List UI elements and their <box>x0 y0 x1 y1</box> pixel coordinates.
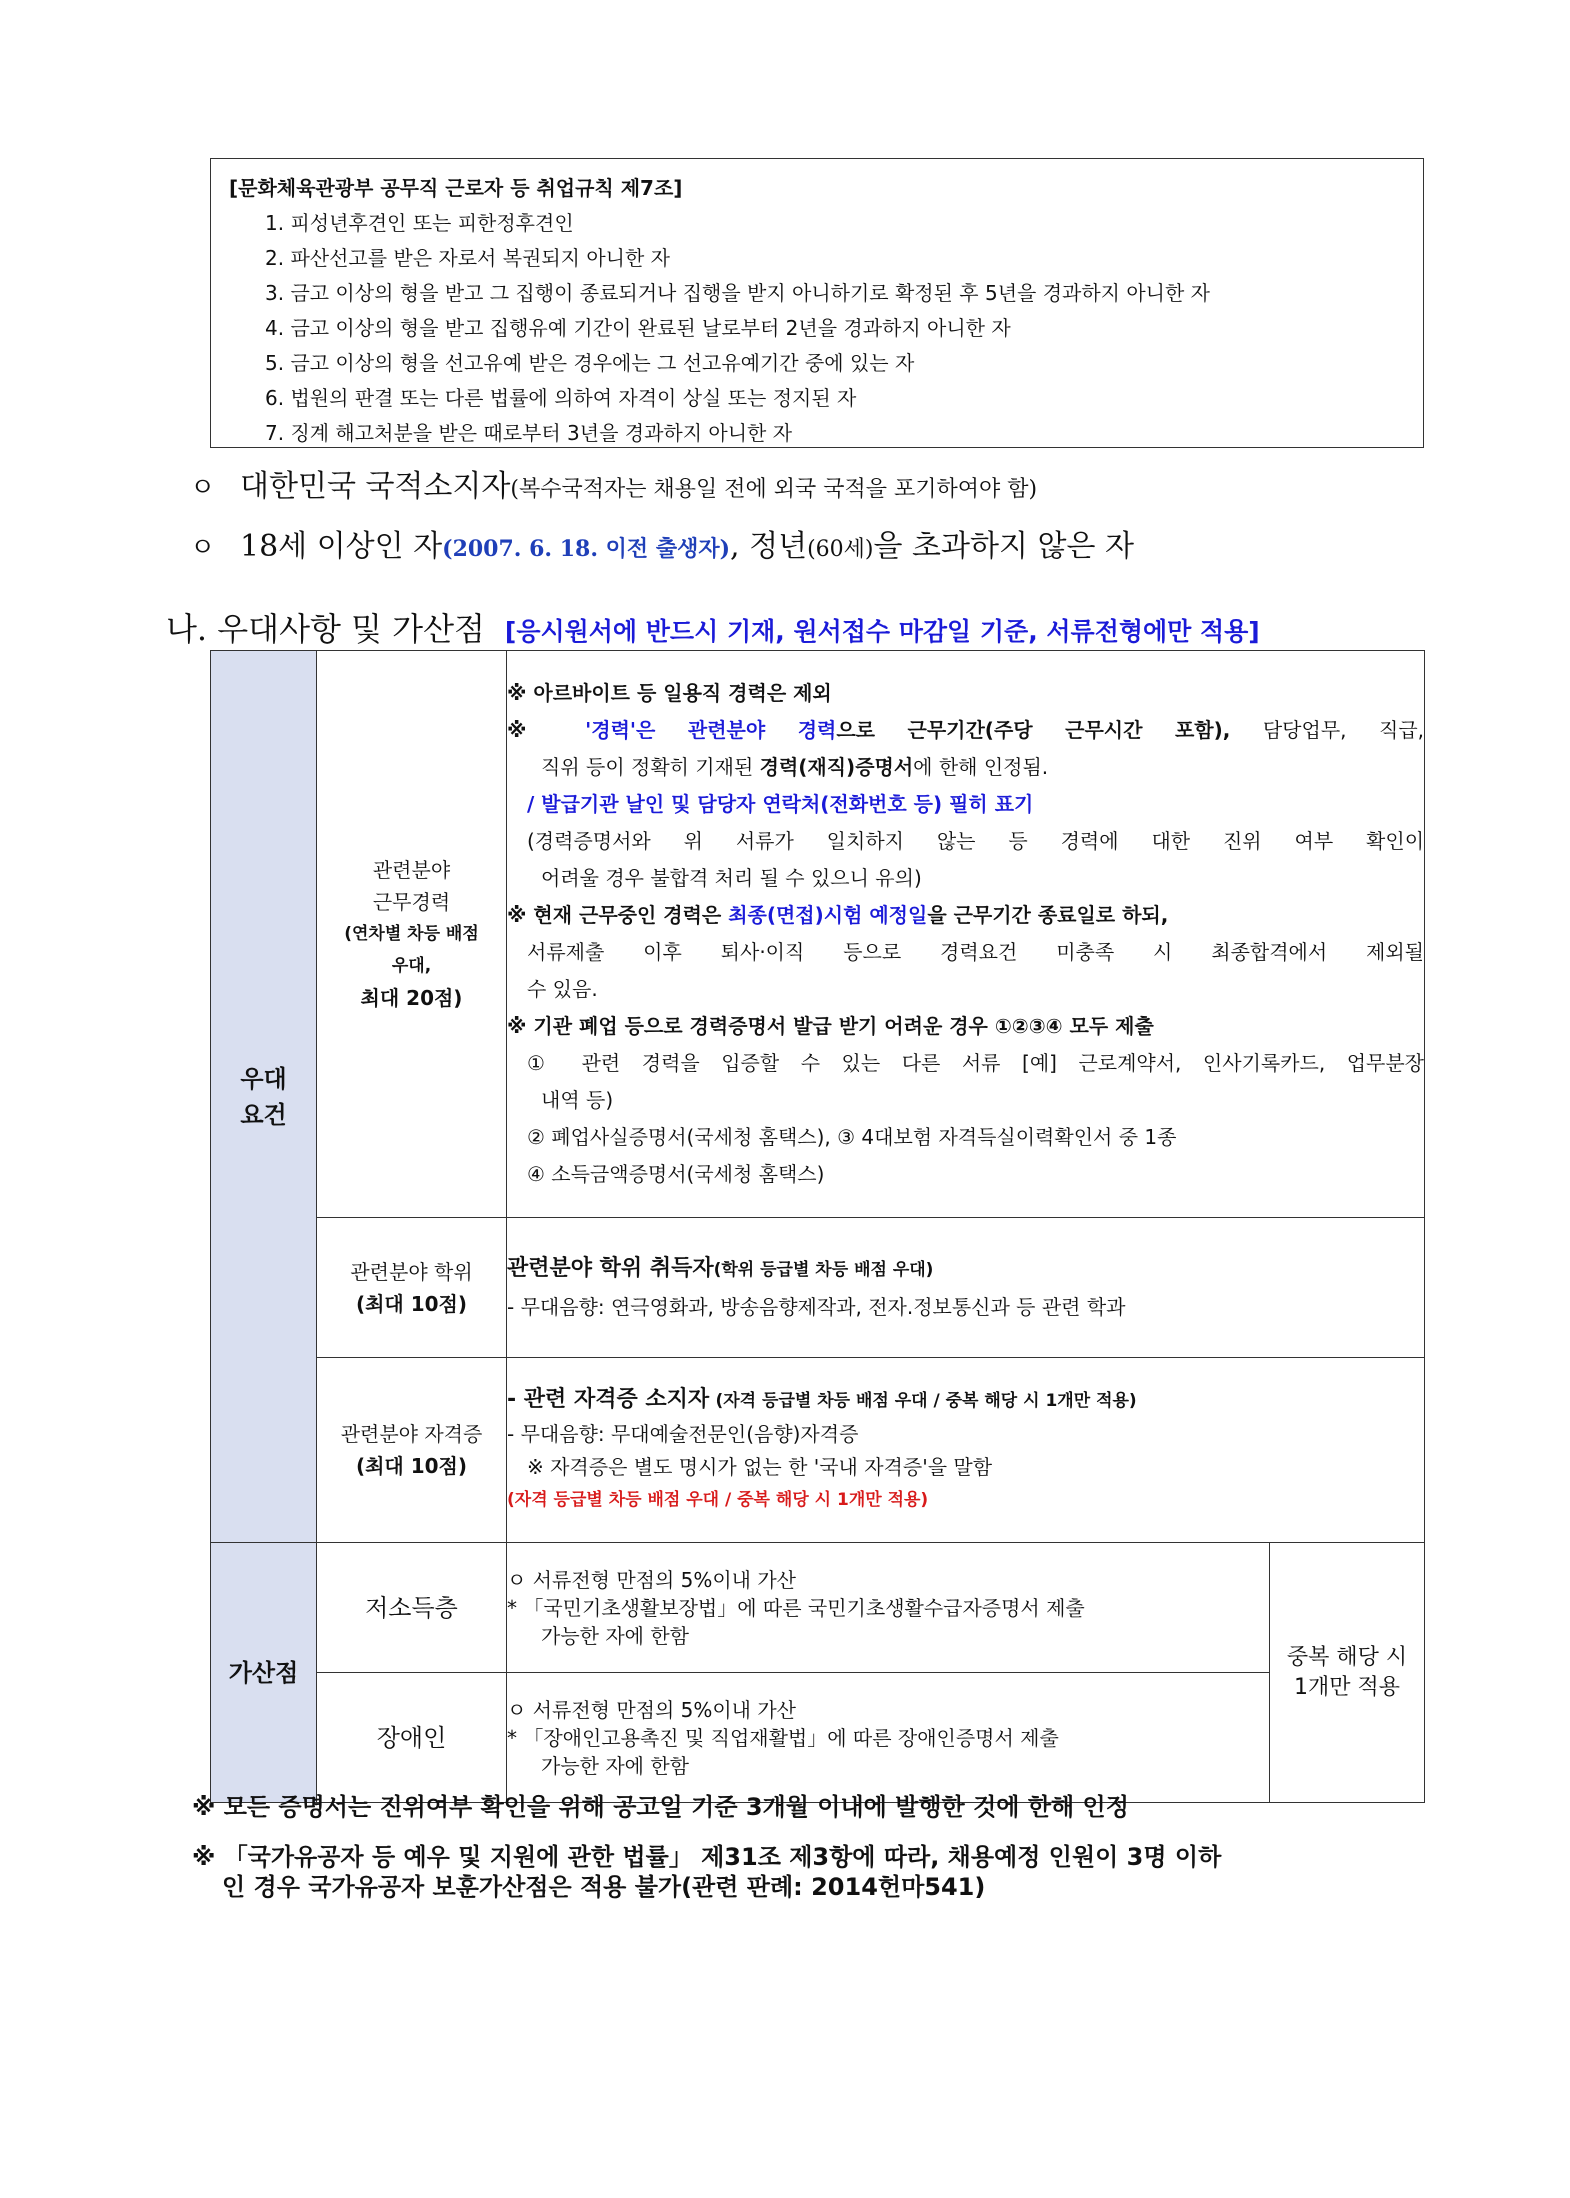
career-line: 내역 등) <box>541 1088 614 1112</box>
career-frag: 관련분야 <box>687 718 766 742</box>
preference-category-line: 우대 <box>240 1064 287 1093</box>
license-content-cell <box>507 1358 1425 1543</box>
career-line: ④ 소득금액증명서(국세청 홈택스) <box>527 1162 825 1186</box>
low-income-line: 가능한 자에 한함 <box>541 1623 689 1648</box>
career-frag: 직급, <box>1379 718 1425 742</box>
footer-note-line: ※ 「국가유공자 등 예우 및 지원에 관한 법률」 제31조 제3항에 따라, 채용예정 인원이 3명 이하 <box>192 1843 1222 1871</box>
rule-item: 5. 금고 이상의 형을 선고유예 받은 경우에는 그 선고유예기간 중에 있는 자 <box>265 351 915 375</box>
license-line: (자격 등급별 차등 배점 우대 / 중복 해당 시 1개만 적용) <box>507 1490 929 1510</box>
rule-item: 3. 금고 이상의 형을 받고 그 집행이 종료되거나 집행을 받지 아니하기로 확정된 후 5년을 경과하지 아니한 자 <box>265 281 1210 305</box>
career-frag: 경력 <box>797 718 837 742</box>
low-income-line: * 「국민기초생활보장법」에 따른 국민기초생활수급자증명서 제출 <box>507 1595 1085 1620</box>
degree-frag: (학위 등급별 차등 배점 우대) <box>713 1259 934 1280</box>
nationality-main: 대한민국 국적소지자 <box>240 469 511 504</box>
career-frag: 으로 <box>836 718 875 742</box>
degree-content-cell <box>507 1218 1425 1358</box>
rule-item: 6. 법원의 판결 또는 다른 법률에 의하여 자격이 상실 또는 정지된 자 <box>265 386 857 410</box>
disabled-line: * 「장애인고용촉진 및 직업재활법」에 따른 장애인증명서 제출 <box>507 1725 1059 1750</box>
career-frag: '경력'은 <box>585 718 656 742</box>
duplicate-rule-line: 1개만 적용 <box>1294 1674 1400 1700</box>
career-content-cell <box>507 651 1425 1218</box>
age-retire-note: (60세) <box>807 537 874 562</box>
career-max-points: 최대 20점) <box>360 986 463 1010</box>
license-line: - 무대음향: 무대예술전문인(음향)자격증 <box>507 1422 859 1446</box>
footer-note-veterans <box>192 1842 1221 1902</box>
footer-note-line: 인 경우 국가유공자 보훈가산점은 적용 불가(관련 판례: 2014헌마541) <box>222 1873 986 1901</box>
nationality-requirement <box>190 461 1037 505</box>
nationality-note: (복수국적자는 채용일 전에 외국 국적을 포기하여야 함) <box>510 477 1038 502</box>
preference-category-cell <box>211 651 317 1543</box>
career-line: ※ 아르바이트 등 일용직 경력은 제외 <box>507 681 832 705</box>
section-heading <box>166 604 1260 650</box>
age-comma: , <box>730 529 740 564</box>
career-line: (경력증명서와 위 서류가 일치하지 않는 등 경력에 대한 진위 여부 확인이 <box>527 829 1425 853</box>
career-line <box>507 897 1424 934</box>
disabled-content-cell <box>507 1673 1270 1803</box>
disabled-line: ㅇ 서류전형 만점의 5%이내 가산 <box>507 1697 796 1722</box>
career-line <box>507 749 1424 786</box>
career-frag: 근무시간 <box>1065 718 1143 742</box>
age-end: 을 초과하지 않은 자 <box>873 529 1134 564</box>
preference-category-line: 요건 <box>240 1100 287 1129</box>
career-frag: 근무기간(주당 <box>907 718 1033 742</box>
section-title: 나. 우대사항 및 가산점 <box>166 610 485 648</box>
career-line: 수 있음. <box>527 977 598 1001</box>
license-max-points: (최대 10점) <box>355 1454 468 1478</box>
career-frag: 경력(재직)증명서 <box>759 755 914 779</box>
license-frag: - 관련 자격증 소지자 <box>507 1387 710 1412</box>
bullet-marker: ㅇ <box>190 533 216 563</box>
degree-frag: 관련분야 학위 취득자 <box>507 1255 714 1281</box>
license-frag: (자격 등급별 차등 배점 우대 / 중복 해당 시 1개만 적용) <box>715 1391 1137 1411</box>
career-frag: 에 한해 인정됨. <box>913 755 1049 779</box>
career-row <box>211 651 1425 1218</box>
career-frag: 직위 등이 정확히 기재된 <box>541 755 760 779</box>
career-line: 어려울 경우 불합격 처리 될 수 있으니 유의) <box>541 866 922 890</box>
degree-max-points: (최대 10점) <box>355 1291 468 1316</box>
degree-line: - 무대음향: 연극영화과, 방송음향제작과, 전자.정보통신과 등 관련 학과 <box>507 1294 1126 1319</box>
rule-item: 2. 파산선고를 받은 자로서 복권되지 아니한 자 <box>265 246 670 270</box>
duplicate-rule-cell <box>1270 1543 1425 1803</box>
employment-rule-box <box>210 158 1424 448</box>
low-income-content-cell <box>507 1543 1270 1673</box>
career-sub-line: (연차별 차등 배점 <box>344 924 479 944</box>
age-birth-date: (2007. 6. 18. 이전 출생자) <box>442 536 731 562</box>
career-sub-line: 우대, <box>391 956 432 976</box>
career-line: ※ 기관 폐업 등으로 경력증명서 발급 받기 어려운 경우 ①②③④ 모두 제출 <box>507 1014 1154 1038</box>
low-income-label: 저소득층 <box>317 1543 507 1673</box>
age-requirement <box>190 521 1134 565</box>
license-label: 관련분야 자격증 <box>340 1422 483 1446</box>
rule-item: 1. 피성년후견인 또는 피한정후견인 <box>265 211 574 235</box>
degree-row <box>211 1218 1425 1358</box>
career-line: ① 관련 경력을 입증할 수 있는 다른 서류 [예] 근로계약서, 인사기록카드, 업무분장 <box>527 1051 1425 1075</box>
license-label-cell <box>317 1358 507 1543</box>
disabled-row <box>211 1673 1425 1803</box>
section-note: [응시원서에 반드시 기재, 원서접수 마감일 기준, 서류전형에만 적용] <box>504 617 1260 646</box>
age-main: 18세 이상인 자 <box>240 529 443 564</box>
bullet-marker: ㅇ <box>190 473 216 503</box>
preference-table <box>210 650 1425 1803</box>
license-line <box>507 1383 1424 1418</box>
footer-note-certificates: ※ 모든 증명서는 진위여부 확인을 위해 공고일 기준 3개월 이내에 발행한 것에 한해 인정 <box>192 1793 1129 1821</box>
rule-item: 4. 금고 이상의 형을 받고 집행유예 기간이 완료된 날로부터 2년을 경과하지 아니한 자 <box>265 316 1011 340</box>
career-frag: 최종(면접)시험 예정일 <box>728 903 928 927</box>
career-line: 서류제출 이후 퇴사·이직 등으로 경력요건 미충족 시 최종합격에서 제외될 <box>527 940 1425 964</box>
career-line: ② 폐업사실증명서(국세청 홈택스), ③ 4대보험 자격득실이력확인서 중 1종 <box>527 1125 1177 1149</box>
career-frag: 을 근무기간 종료일로 하되, <box>927 903 1169 927</box>
degree-label-cell <box>317 1218 507 1358</box>
career-label-line: 근무경력 <box>372 890 451 914</box>
duplicate-rule-line: 중복 해당 시 <box>1286 1644 1408 1670</box>
degree-line <box>507 1250 1424 1289</box>
disabled-label: 장애인 <box>317 1673 507 1803</box>
license-line: ※ 자격증은 별도 명시가 없는 한 '국내 자격증'을 말함 <box>527 1455 993 1479</box>
career-frag: ※ <box>507 718 553 742</box>
rule-item: 7. 징계 해고처분을 받은 때로부터 3년을 경과하지 아니한 자 <box>265 421 793 445</box>
career-label-cell <box>317 651 507 1218</box>
rule-box-title: [문화체육관광부 공무직 근로자 등 취업규칙 제7조] <box>229 176 683 200</box>
career-frag: 담당업무, <box>1262 718 1347 742</box>
low-income-line: ㅇ 서류전형 만점의 5%이내 가산 <box>507 1567 796 1592</box>
low-income-row <box>211 1543 1425 1673</box>
career-line <box>507 712 1424 749</box>
disabled-line: 가능한 자에 한함 <box>541 1753 689 1778</box>
license-row <box>211 1358 1425 1543</box>
age-retire: 정년 <box>749 529 808 564</box>
degree-label: 관련분야 학위 <box>350 1259 473 1284</box>
career-frag: 포함), <box>1174 718 1231 742</box>
career-label-line: 관련분야 <box>372 858 451 882</box>
bonus-category-cell: 가산점 <box>211 1543 317 1803</box>
career-frag: ※ 현재 근무중인 경력은 <box>507 903 729 927</box>
career-line: / 발급기관 날인 및 담당자 연락처(전화번호 등) 필히 표기 <box>527 792 1034 816</box>
